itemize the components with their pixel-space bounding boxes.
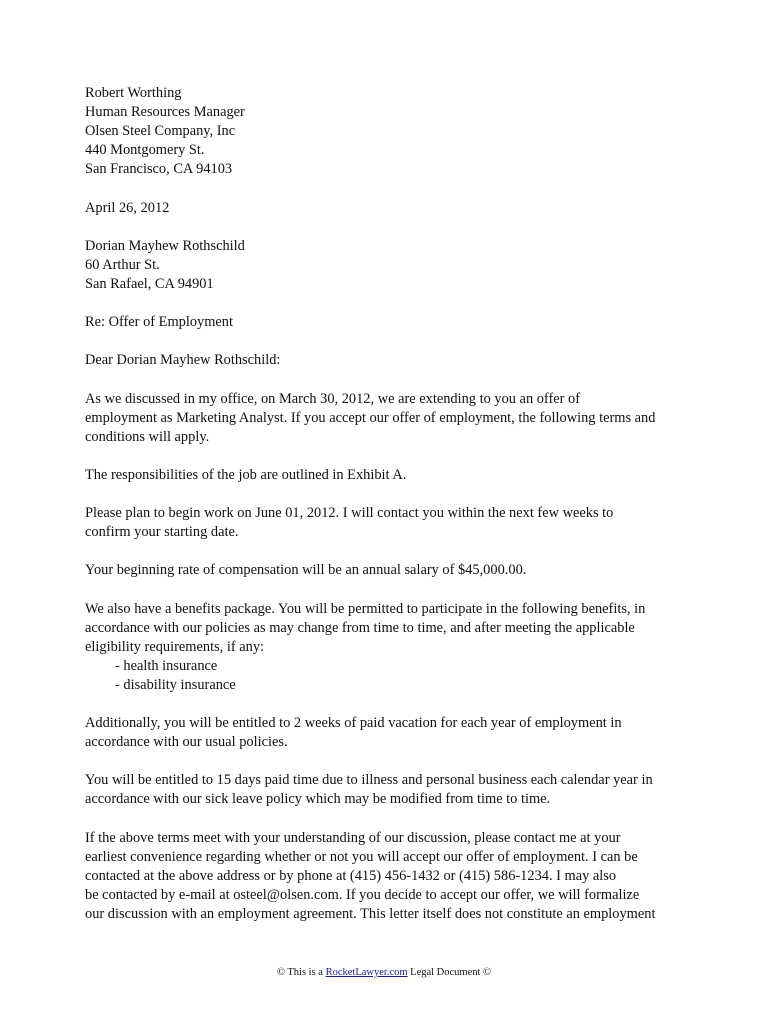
paragraph-offer <box>85 390 685 447</box>
paragraph-line: our discussion with an employment agreement. This letter itself does not constitute an employment <box>85 906 656 923</box>
recipient-street: 60 Arthur St. <box>85 256 160 273</box>
paragraph-sick-leave <box>85 771 685 809</box>
paragraph-line: be contacted by e-mail at osteel@olsen.com. If you decide to accept our offer, we will formalize <box>85 886 640 903</box>
sender-company: Olsen Steel Company, Inc <box>85 123 236 140</box>
paragraph-compensation <box>85 561 685 580</box>
sender-city-state-zip: San Francisco, CA 94103 <box>85 161 233 178</box>
paragraph-line: earliest convenience regarding whether or not you will accept our offer of employment. I can be <box>85 848 638 865</box>
sender-block <box>85 84 685 179</box>
sender-title: Human Resources Manager <box>85 104 245 121</box>
paragraph-line: If the above terms meet with your understanding of our discussion, please contact me at your <box>85 829 621 846</box>
paragraph-vacation <box>85 714 685 752</box>
paragraph-line: accordance with our sick leave policy which may be modified from time to time. <box>85 791 551 808</box>
paragraph-line: You will be entitled to 15 days paid time due to illness and personal business each calendar year in <box>85 772 653 789</box>
page-footer <box>0 966 768 980</box>
paragraph-acceptance <box>85 829 685 924</box>
subject-line: Re: Offer of Employment <box>85 314 234 331</box>
paragraph-line: eligibility requirements, if any: <box>85 638 265 655</box>
paragraph-line: Additionally, you will be entitled to 2 weeks of paid vacation for each year of employment in <box>85 715 622 732</box>
paragraph-line: The responsibilities of the job are outlined in Exhibit A. <box>85 466 407 483</box>
letter-body <box>85 84 685 924</box>
paragraph-line: We also have a benefits package. You will be permitted to participate in the following benefits, in <box>85 600 646 617</box>
recipient-name: Dorian Mayhew Rothschild <box>85 237 245 254</box>
paragraph-line: Please plan to begin work on June 01, 2012. I will contact you within the next few weeks to <box>85 505 614 522</box>
letter-date: April 26, 2012 <box>85 199 170 216</box>
benefit-item: - disability insurance <box>115 676 236 693</box>
paragraph-line: Your beginning rate of compensation will be an annual salary of $45,000.00. <box>85 562 527 579</box>
footer-suffix: Legal Document © <box>407 967 492 978</box>
recipient-block <box>85 237 685 294</box>
footer-prefix: © This is a <box>276 967 326 978</box>
benefit-item: - health insurance <box>115 657 218 674</box>
recipient-city-state-zip: San Rafael, CA 94901 <box>85 275 214 292</box>
paragraph-line: confirm your starting date. <box>85 524 239 541</box>
paragraph-line: conditions will apply. <box>85 428 210 445</box>
paragraph-line: accordance with our usual policies. <box>85 734 288 751</box>
salutation: Dear Dorian Mayhew Rothschild: <box>85 352 281 369</box>
paragraph-line: accordance with our policies as may change from time to time, and after meeting the applicable <box>85 619 635 636</box>
paragraph-start-date <box>85 504 685 542</box>
rocketlawyer-link[interactable]: RocketLawyer.com <box>325 967 408 978</box>
paragraph-line: employment as Marketing Analyst. If you accept our offer of employment, the following terms and <box>85 409 656 426</box>
sender-street: 440 Montgomery St. <box>85 142 205 159</box>
paragraph-benefits <box>85 600 685 695</box>
paragraph-line: contacted at the above address or by phone at (415) 456-1432 or (415) 586-1234. I may also <box>85 867 617 884</box>
paragraph-responsibilities <box>85 466 685 485</box>
sender-name: Robert Worthing <box>85 85 182 101</box>
paragraph-line: As we discussed in my office, on March 30, 2012, we are extending to you an offer of <box>85 390 581 407</box>
